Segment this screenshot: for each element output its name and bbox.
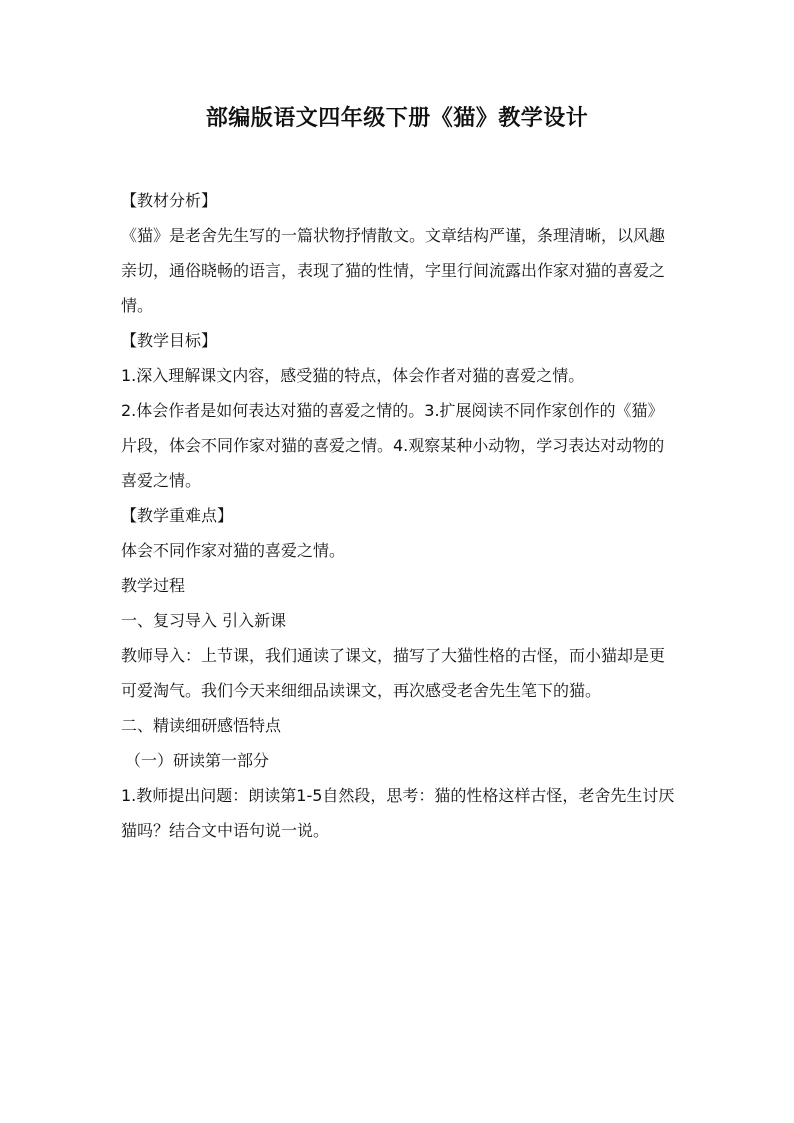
part-1-paragraph: 教师导入：上节课，我们通读了课文，描写了大猫性格的古怪，而小猫却是更可爱淘气。我们今天来细细品读课文，再次感受老舍先生笔下的猫。 (121, 646, 666, 700)
key-points-paragraph: 体会不同作家对猫的喜爱之情。 (121, 541, 346, 560)
goal-1-paragraph: 1.深入理解课文内容，感受猫的特点，体会作者对猫的喜爱之情。 (121, 366, 585, 385)
part-2-heading: 二、精读细研感悟特点 (121, 716, 282, 735)
goals-heading: 【教学目标】 (121, 331, 218, 350)
document-title: 部编版语文四年级下册《猫》教学设计 (205, 105, 589, 131)
analysis-paragraph: 《猫》是老舍先生写的一篇状物抒情散文。文章结构严谨，条理清晰，以风趣亲切，通俗晓畅的语言，表现了猫的性情，字里行间流露出作家对猫的喜爱之情。 (121, 226, 666, 315)
document-body (121, 183, 679, 848)
process-heading: 教学过程 (121, 576, 186, 595)
goals-2-4-paragraph: 2.体会作者是如何表达对猫的喜爱之情的。3.扩展阅读不同作家创作的《猫》片段，体会不同作家对猫的喜爱之情。4.观察某种小动物，学习表达对动物的喜爱之情。 (121, 401, 665, 490)
part-2-subheading: （一）研读第一部分 (125, 751, 270, 770)
part-1-heading: 一、复习导入 引入新课 (121, 611, 287, 630)
part-2-question-1: 1.教师提出问题：朗读第1-5自然段，思考：猫的性格这样古怪，老舍先生讨厌猫吗？结合文中语句说一说。 (121, 786, 675, 840)
key-points-heading: 【教学重难点】 (121, 506, 234, 525)
analysis-heading: 【教材分析】 (121, 191, 218, 210)
